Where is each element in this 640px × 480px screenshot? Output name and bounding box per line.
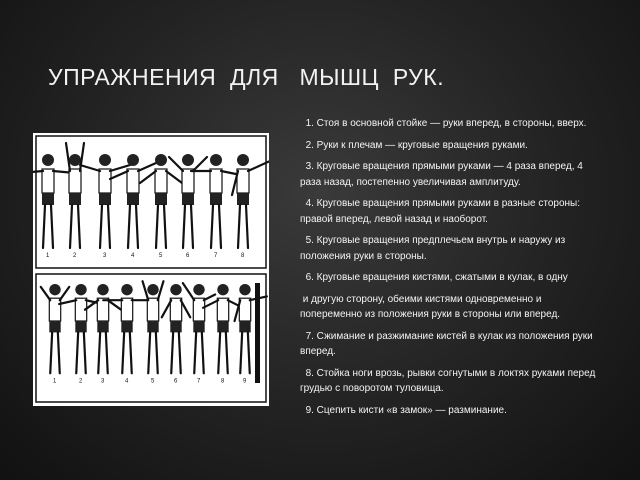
figure-number: 1	[46, 253, 50, 259]
figure-number: 5	[151, 378, 155, 385]
figure-number: 3	[101, 378, 105, 385]
figure-number: 6	[174, 378, 178, 385]
exercise-item-7: 7. Сжимание и разжимание кистей в кулак из положения руки вперед.	[300, 330, 596, 357]
exercise-item-6-continued: и другую сторону, обеими кистями одновременно и попеременно из положения руки в стороны или вперед.	[300, 293, 561, 320]
exercise-item-1: 1. Стоя в основной стойке — руки вперед, в стороны, вверх.	[300, 118, 587, 129]
figure-number: 4	[125, 378, 129, 385]
figure-number: 2	[73, 253, 77, 259]
figure-number: 7	[197, 378, 201, 385]
exercise-item-4: 4. Круговые вращения прямыми руками в разные стороны: правой вперед, левой назад и наоборот.	[300, 198, 583, 225]
figure-number: 7	[214, 253, 218, 259]
figure-number: 6	[186, 253, 190, 259]
figure-number: 8	[241, 253, 245, 259]
exercise-item-5: 5. Круговые вращения предплечьем внутрь и наружу из положения руки в стороны.	[300, 235, 568, 262]
figure-number: 5	[159, 253, 163, 259]
figure-number: 9	[243, 378, 247, 385]
exercise-figures	[33, 133, 269, 406]
figure-number: 1	[53, 378, 57, 385]
exercise-item-2: 2. Руки к плечам — круговые вращения руками.	[300, 139, 528, 151]
exercise-list	[300, 116, 602, 424]
wall-bar	[255, 283, 260, 383]
exercise-illustration	[33, 133, 269, 406]
exercise-item-8: 8. Стойка ноги врозь, рывки согнутыми в локтях руками перед грудью с поворотом туловища.	[300, 367, 599, 394]
figure-number: 8	[221, 378, 225, 385]
figure-number: 4	[131, 253, 135, 259]
exercise-item-6: 6. Круговые вращения кистями, сжатыми в кулак, в одну	[300, 272, 568, 283]
figure-number: 2	[79, 378, 83, 385]
exercise-item-3: 3. Круговые вращения прямыми руками — 4 раза вперед, 4 раза назад, постепенно увеличивая амплитуду.	[300, 161, 586, 188]
slide-title: УПРАЖНЕНИЯ ДЛЯ МЫШЦ РУК.	[48, 64, 445, 90]
exercise-item-9: 9. Сцепить кисти «в замок» — разминание.	[300, 404, 507, 416]
figure-number: 3	[103, 253, 107, 259]
